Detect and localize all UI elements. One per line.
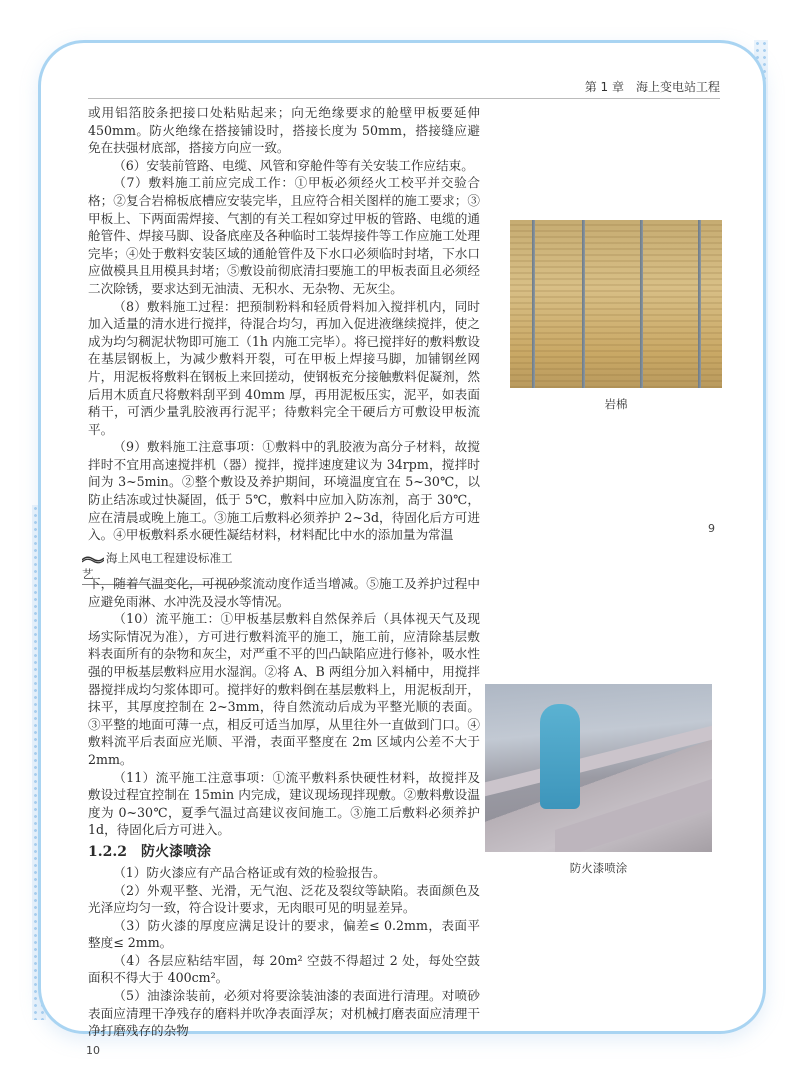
figure-caption: 岩棉 bbox=[604, 397, 628, 411]
rock-wool-photo bbox=[510, 220, 722, 388]
wave-logo-icon bbox=[82, 554, 104, 564]
page-number: 9 bbox=[708, 522, 715, 535]
paragraph: （5）油漆涂装前，必须对将要涂装油漆的表面进行清理。对喷砂表面应清理干净残存的磨料并吹净表面浮灰；对机械打磨表面应清理干净打磨残存的杂物 bbox=[88, 988, 480, 1039]
paragraph: （6）安装前管路、电缆、风管和穿舱件等有关安装工作应结束。 bbox=[113, 157, 474, 173]
paragraph: 或用铝箔胶条把接口处粘贴起来；向无绝缘要求的舱壁甲板要延伸 450mm。防火绝缘在搭接铺设时，搭接长度为 50mm，搭接缝应避免在扶强材底部，搭接方向应一致。 bbox=[88, 105, 480, 156]
paragraph: （3）防火漆的厚度应满足设计的要求，偏差≤ 0.2mm，表面平整度≤ 2mm。 bbox=[88, 917, 480, 951]
paragraph: （11）流平施工注意事项：①流平敷料系快硬性材料，故搅拌及敷设过程宜控制在 15min 内完成，建议现场现拌现敷。②敷料敷设温度为 0~30℃，夏季气温过高建议夜间施工。③施工后敷料必须养护 1d，待固化后方可进入。 bbox=[88, 769, 480, 838]
paragraph: （7）敷料施工前应完成工作：①甲板必须经火工校平并交验合格；②复合岩棉板底槽应安装完毕，且应符合相关图样的施工要求；③甲板上、下两面需焊接、气割的有关工程如穿过甲板的管路、电缆的通舱管件、焊接马脚、设备底座及各种临时工装焊接件等工作应施工处理完毕；④处于敷料安装区域的通舱管件及下水口必须临时封堵，下水口应做模具且用模具封堵；⑤敷设前彻底清扫要施工的甲板表面且必须经二次除锈，要求达到无油渍、无积水、无杂物、无灰尘。 bbox=[88, 175, 480, 296]
fireproof-paint-spraying-photo bbox=[485, 684, 712, 852]
paragraph: （2）外观平整、光滑，无气泡、泛花及裂纹等缺陷。表面颜色及光泽应均匀一致，符合设计要求，无肉眼可见的明显差异。 bbox=[88, 882, 480, 916]
section-heading: 1.2.2 防火漆喷涂 bbox=[88, 843, 211, 860]
bottom-page-body bbox=[88, 575, 480, 1040]
top-page-body bbox=[88, 104, 480, 544]
paragraph: （8）敷料施工过程：把预制粉料和轻质骨料加入搅拌机内，同时加入适量的清水进行搅拌，待混合均匀，再加入促进液继续搅拌，使之成为均匀稠泥状物即可施工（1h 内施工完毕）。将已搅拌好的敷料敷设在基层钢板上，为减少敷料开裂，可在甲板上焊接马脚，加铺钢丝网片，用泥板将敷料在钢板上来回搓动，使钢板充分接触敷料促凝剂，然后用木质直尺将敷料刮平到 40mm 厚，再用泥板压实，泥平，如表面稍干，可洒少量乳胶液再行泥平；待敷料完全干硬后方可敷设甲板流平。 bbox=[88, 298, 480, 437]
paragraph: （9）敷料施工注意事项：①敷料中的乳胶液为高分子材料，故搅拌时不宜用高速搅拌机（器）搅拌，搅拌速度建议为 34rpm，搅拌时间为 3~5min。②整个敷设及养护期间，环境温度宜在 5~30℃，以防止结冻或过快凝固，低于 5℃，敷料中应加入防冻剂，高于 30℃，应在清晨或晚上施工。③施工后敷料必须养护 2~3d，待固化后方可进入。④甲板敷料系水硬性凝结材料，材料配比中水的添加量为常温 bbox=[88, 439, 480, 543]
paragraph: （4）各层应粘结牢固，每 20m² 空鼓不得超过 2 处，每处空鼓面积不得大于 400cm²。 bbox=[88, 952, 480, 986]
book-title: 海上风电工程建设标准工艺 bbox=[82, 551, 233, 581]
running-head: 第 1 章 海上变电站工程 bbox=[88, 78, 720, 99]
paragraph: 下，随着气温变化，可视砂浆流动度作适当增减。⑤施工及养护过程中应避免雨淋、水冲洗及浸水等情况。 bbox=[88, 576, 480, 609]
paragraph: （10）流平施工：①甲板基层敷料自然保养后（具体视天气及现场实际情况为准），方可进行敷料流平的施工，施工前，应清除基层敷料表面所有的杂物和灰尘，对严重不平的凹凸缺陷应进行修补，吸水性强的甲板基层敷料应用水湿润。②将 A、B 两组分加入料桶中，用搅拌器搅拌成均匀浆体即可。搅拌好的敷料倒在基层敷料上，用泥板刮开，抹平，其厚度控制在 2~3mm，待自然流动后成为平整光顺的表面。③平整的地面可薄一点，相反可适当加厚，从里往外一直做到门口。④敷料流平后表面应光顺、平滑，表面平整度在 2m 区域内公差不大于 2mm。 bbox=[88, 611, 480, 767]
paragraph: （1）防火漆应有产品合格证或有效的检验报告。 bbox=[113, 864, 386, 880]
page-number: 10 bbox=[86, 1044, 100, 1057]
figure-caption: 防火漆喷涂 bbox=[569, 861, 628, 875]
